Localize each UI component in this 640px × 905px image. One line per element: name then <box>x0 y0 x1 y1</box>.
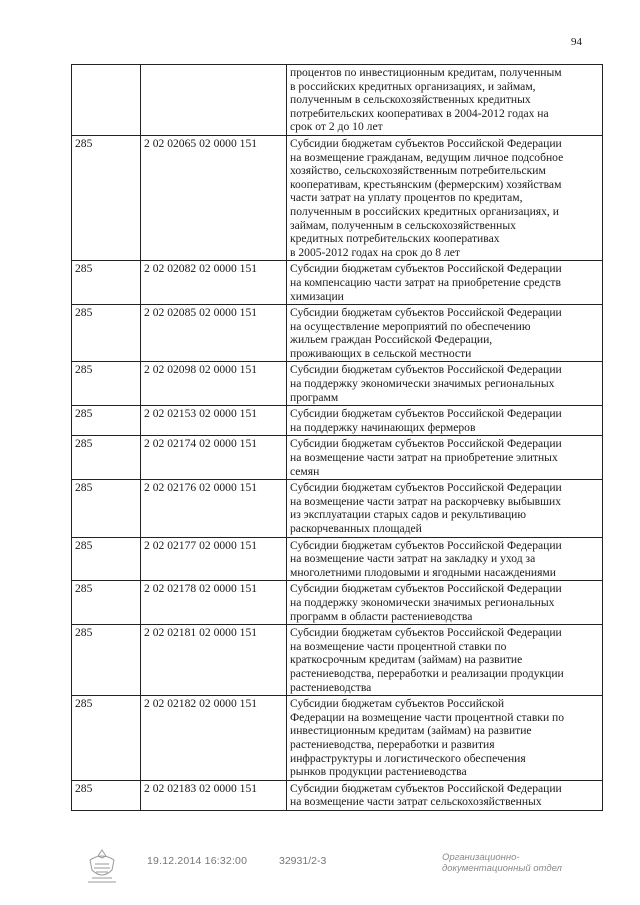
table-row <box>72 261 603 305</box>
description-line: срок от 2 до 10 лет <box>290 120 383 134</box>
description-line: Субсидии бюджетам субъектов Российской Федерации <box>290 136 562 150</box>
page-number: 94 <box>571 36 582 48</box>
description-line: химизации <box>290 289 344 303</box>
budget-code-cell <box>141 65 287 136</box>
description-line: Субсидии бюджетам субъектов Российской Федерации <box>290 437 562 451</box>
admin-code-cell: 285 <box>72 480 141 537</box>
admin-code-cell: 285 <box>72 406 141 436</box>
description-cell <box>287 362 603 406</box>
description-line: на возмещение части затрат сельскохозяйственных <box>290 795 542 809</box>
description-line: кооперативам, крестьянским (фермерским) хозяйствам <box>290 177 562 191</box>
description-cell <box>287 305 603 362</box>
stamp-line: документационный отдел <box>442 863 562 874</box>
description-cell <box>287 780 603 810</box>
description-line: процентов по инвестиционным кредитам, полученным <box>290 66 562 79</box>
budget-code-cell: 2 02 02098 02 0000 151 <box>141 362 287 406</box>
description-line: жильем граждан Российской Федерации, <box>290 333 493 347</box>
budget-code-cell: 2 02 02176 02 0000 151 <box>141 480 287 537</box>
description-line: Субсидии бюджетам субъектов Российской Федерации <box>290 262 562 276</box>
table-row <box>72 625 603 696</box>
description-cell <box>287 625 603 696</box>
description-line: Субсидии бюджетам субъектов Российской <box>290 697 505 711</box>
budget-code-cell: 2 02 02178 02 0000 151 <box>141 581 287 625</box>
admin-code-cell: 285 <box>72 362 141 406</box>
description-line: займам, полученным в сельскохозяйственных <box>290 218 516 232</box>
description-line: программ <box>290 390 339 404</box>
budget-code-cell: 2 02 02085 02 0000 151 <box>141 305 287 362</box>
description-line: на возмещение части затрат на приобретение элитных <box>290 451 558 465</box>
budget-code-cell: 2 02 02174 02 0000 151 <box>141 436 287 480</box>
budget-code-cell: 2 02 02181 02 0000 151 <box>141 625 287 696</box>
description-line: Субсидии бюджетам субъектов Российской Федерации <box>290 407 562 421</box>
description-cell <box>287 65 603 136</box>
description-line: семян <box>290 464 320 478</box>
description-cell <box>287 696 603 781</box>
description-line: на возмещение части затрат на закладку и уход за <box>290 552 536 566</box>
table-row <box>72 65 603 136</box>
description-line: программ в области растениеводства <box>290 609 473 623</box>
description-line: кредитных потребительских кооперативах <box>290 232 500 246</box>
description-cell <box>287 135 603 260</box>
admin-code-cell: 285 <box>72 625 141 696</box>
description-line: хозяйство, сельскохозяйственным потребительским <box>290 164 546 178</box>
description-line: на компенсацию части затрат на приобретение средств <box>290 275 561 289</box>
description-line: Субсидии бюджетам субъектов Российской Федерации <box>290 626 562 640</box>
description-line: в 2005-2012 годах на срок до 8 лет <box>290 245 460 259</box>
description-line: на осуществление мероприятий по обеспечению <box>290 319 531 333</box>
description-cell <box>287 436 603 480</box>
table-row <box>72 537 603 581</box>
table-row <box>72 780 603 810</box>
description-line: многолетними плодовыми и ягодными насаждениями <box>290 565 556 579</box>
description-line: Субсидии бюджетам субъектов Российской Федерации <box>290 306 562 320</box>
admin-code-cell: 285 <box>72 780 141 810</box>
department-stamp <box>442 852 562 874</box>
description-line: Федерации на возмещение части процентной ставки по <box>290 710 565 724</box>
admin-code-cell: 285 <box>72 305 141 362</box>
budget-code-cell: 2 02 02065 02 0000 151 <box>141 135 287 260</box>
description-cell <box>287 537 603 581</box>
description-line: Субсидии бюджетам субъектов Российской Федерации <box>290 481 562 495</box>
table-body <box>72 65 603 811</box>
emblem-icon <box>82 846 122 886</box>
admin-code-cell: 285 <box>72 537 141 581</box>
description-line: полученным в российских кредитных организациях, и <box>290 204 559 218</box>
budget-code-cell: 2 02 02082 02 0000 151 <box>141 261 287 305</box>
description-line: инфраструктуры и логистического обеспечения <box>290 751 526 765</box>
coat-of-arms-emblem <box>82 846 122 891</box>
description-cell <box>287 406 603 436</box>
description-line: на поддержку экономически значимых региональных <box>290 377 555 391</box>
description-line: Субсидии бюджетам субъектов Российской Федерации <box>290 582 562 596</box>
budget-code-cell: 2 02 02177 02 0000 151 <box>141 537 287 581</box>
description-line: из эксплуатации старых садов и рекультивацию <box>290 508 527 522</box>
admin-code-cell: 285 <box>72 261 141 305</box>
admin-code-cell: 285 <box>72 581 141 625</box>
description-line: на возмещение части затрат на раскорчевку выбывших <box>290 494 562 508</box>
table-row <box>72 362 603 406</box>
description-line: растениеводства <box>290 680 372 694</box>
description-line: на возмещение гражданам, ведущим личное подсобное <box>290 150 564 164</box>
budget-code-cell: 2 02 02153 02 0000 151 <box>141 406 287 436</box>
description-line: растениеводства, переработки и развития <box>290 737 495 751</box>
description-cell <box>287 480 603 537</box>
description-line: рынков продукции растениеводства <box>290 765 467 779</box>
admin-code-cell: 285 <box>72 135 141 260</box>
description-line: в российских кредитных организациях, и займам, <box>290 79 536 93</box>
footer-timestamp: 19.12.2014 16:32:00 <box>147 855 248 867</box>
footer-document-number: 32931/2-3 <box>279 855 327 867</box>
description-line: на поддержку экономически значимых региональных <box>290 595 555 609</box>
table-row <box>72 480 603 537</box>
admin-code-cell <box>72 65 141 136</box>
budget-code-cell: 2 02 02183 02 0000 151 <box>141 780 287 810</box>
description-line: Субсидии бюджетам субъектов Российской Федерации <box>290 781 562 795</box>
description-line: Субсидии бюджетам субъектов Российской Федерации <box>290 538 562 552</box>
description-line: проживающих в сельской местности <box>290 346 472 360</box>
table-row <box>72 436 603 480</box>
description-cell <box>287 261 603 305</box>
description-line: растениеводства, переработки и реализации продукции <box>290 666 564 680</box>
description-line: части затрат на уплату процентов по кредитам, <box>290 191 523 205</box>
table-row <box>72 696 603 781</box>
admin-code-cell: 285 <box>72 696 141 781</box>
table-row <box>72 305 603 362</box>
budget-code-cell: 2 02 02182 02 0000 151 <box>141 696 287 781</box>
description-line: раскорчеванных площадей <box>290 522 422 535</box>
table-row <box>72 135 603 260</box>
table-row <box>72 406 603 436</box>
description-line: полученным в сельскохозяйственных кредитных <box>290 93 531 107</box>
description-line: на возмещение части процентной ставки по <box>290 639 507 653</box>
description-cell <box>287 581 603 625</box>
description-line: на поддержку начинающих фермеров <box>290 420 476 434</box>
description-line: Субсидии бюджетам субъектов Российской Федерации <box>290 363 562 377</box>
description-line: потребительских кооперативах в 2004-2012 годах на <box>290 106 549 120</box>
income-codes-table <box>71 64 603 811</box>
description-line: краткосрочным кредитам (займам) на развитие <box>290 653 523 667</box>
description-line: инвестиционным кредитам (займам) на развитие <box>290 724 532 738</box>
table-row <box>72 581 603 625</box>
stamp-line: Организационно- <box>442 852 520 863</box>
admin-code-cell: 285 <box>72 436 141 480</box>
